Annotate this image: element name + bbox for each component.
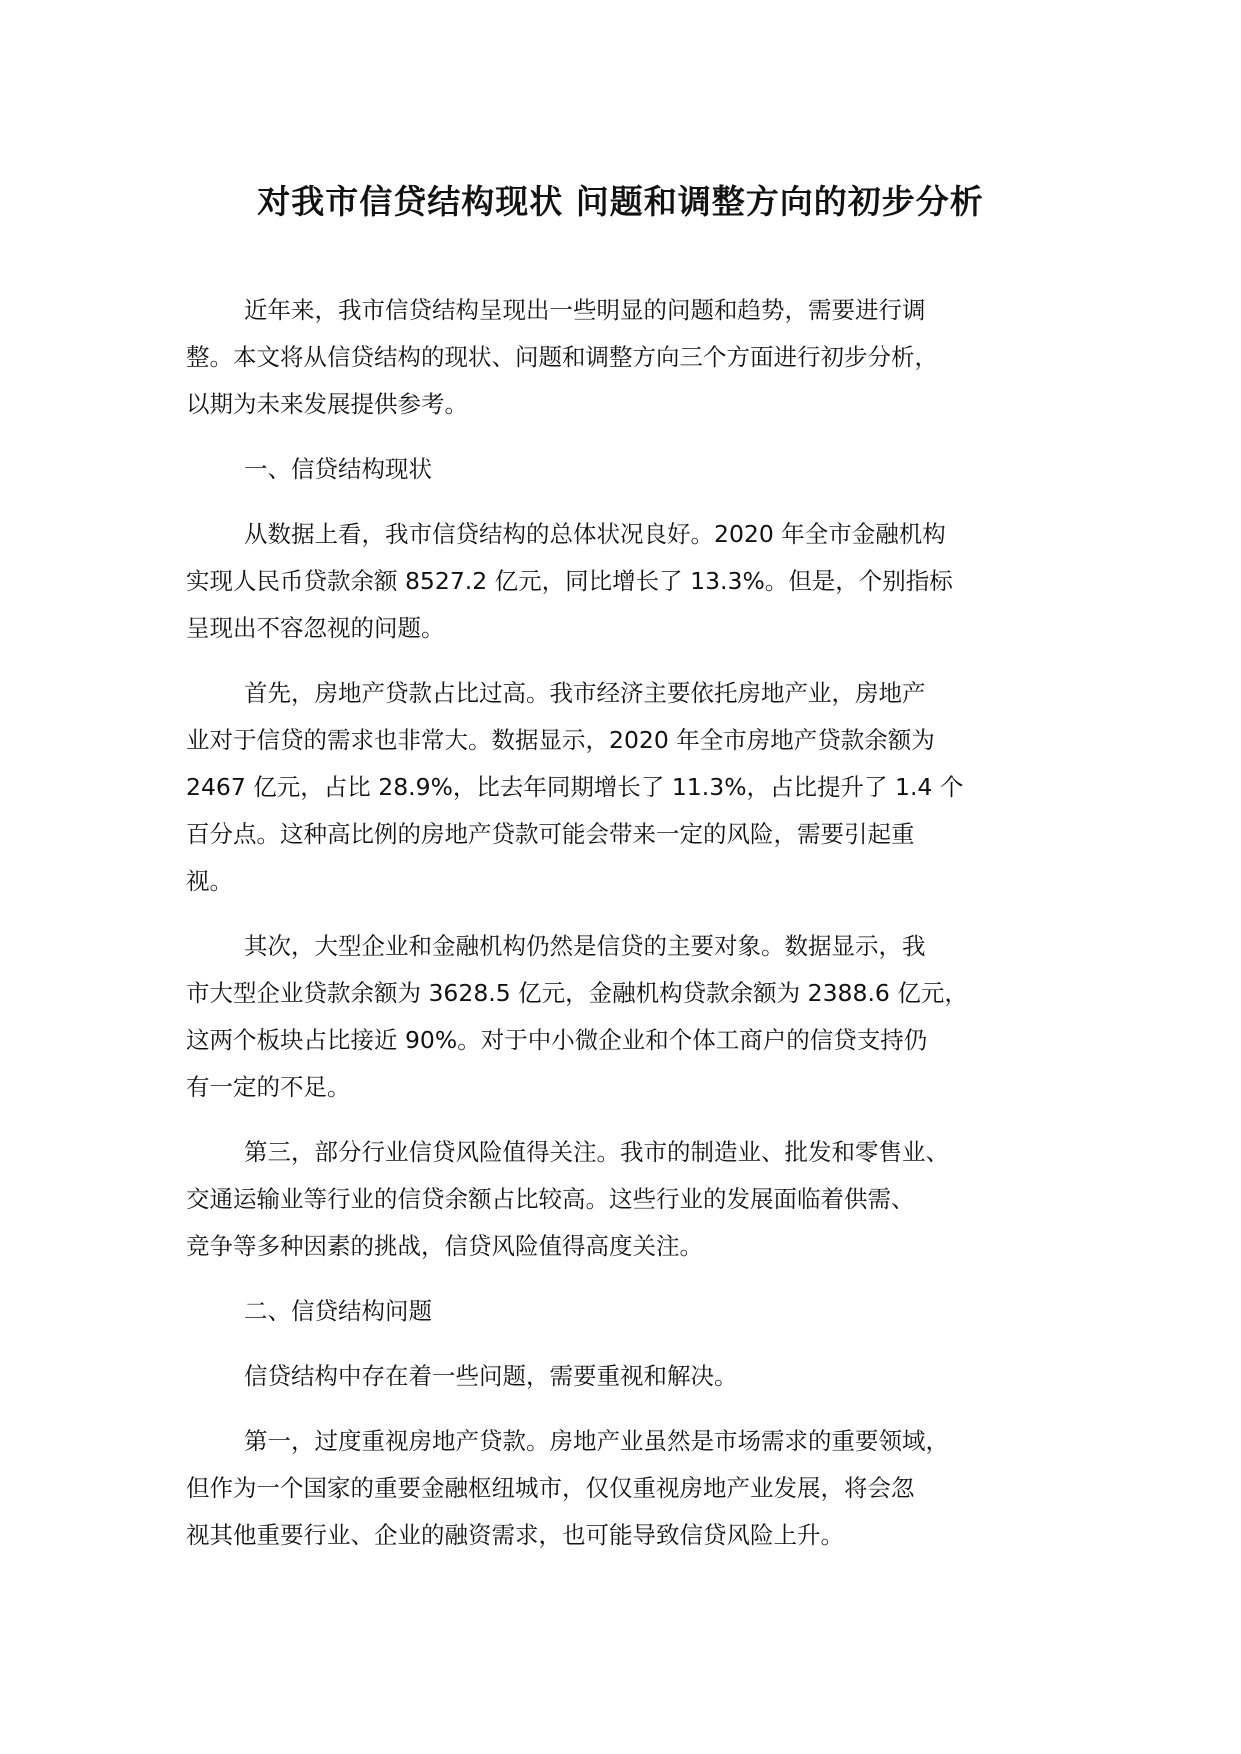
paragraph-line: 视其他重要行业、企业的融资需求，也可能导致信贷风险上升。 <box>186 1521 844 1549</box>
paragraph-line: 呈现出不容忽视的问题。 <box>186 614 445 642</box>
paragraph-line: 这两个板块占比接近 90%。对于中小微企业和个体工商户的信贷支持仍 <box>186 1026 928 1054</box>
paragraph-line: 业对于信贷的需求也非常大。数据显示，2020 年全市房地产贷款余额为 <box>186 726 935 754</box>
paragraph-line: 第三，部分行业信贷风险值得关注。我市的制造业、批发和零售业、 <box>244 1138 949 1166</box>
paragraph-intro <box>186 287 1066 428</box>
paragraph-large-enterprises <box>186 923 1066 1111</box>
paragraph-industry-risk <box>186 1129 1066 1270</box>
paragraph-overall-data <box>186 511 1066 652</box>
paragraph-real-estate <box>186 670 1066 905</box>
document-body <box>186 287 1066 1577</box>
paragraph-line: 以期为未来发展提供参考。 <box>186 390 468 418</box>
paragraph-line: 百分点。这种高比例的房地产贷款可能会带来一定的风险，需要引起重 <box>186 820 915 848</box>
paragraph-line: 近年来，我市信贷结构呈现出一些明显的问题和趋势，需要进行调 <box>244 296 926 324</box>
paragraph-line: 首先，房地产贷款占比过高。我市经济主要依托房地产业，房地产 <box>244 679 926 707</box>
paragraph-problems-intro <box>186 1353 1066 1400</box>
section-heading-current-status: 一、信贷结构现状 <box>244 455 432 483</box>
paragraph-line: 2467 亿元，占比 28.9%，比去年同期增长了 11.3%，占比提升了 1.4 个 <box>186 773 964 801</box>
paragraph-line: 有一定的不足。 <box>186 1073 351 1101</box>
paragraph-first-problem <box>186 1418 1066 1559</box>
paragraph-line: 视。 <box>186 867 233 895</box>
paragraph-line: 市大型企业贷款余额为 3628.5 亿元，金融机构贷款余额为 2388.6 亿元， <box>186 979 968 1007</box>
paragraph-line: 第一，过度重视房地产贷款。房地产业虽然是市场需求的重要领域， <box>244 1427 949 1455</box>
paragraph-line: 交通运输业等行业的信贷余额占比较高。这些行业的发展面临着供需、 <box>186 1185 915 1213</box>
paragraph-line: 从数据上看，我市信贷结构的总体状况良好。2020 年全市金融机构 <box>244 520 946 548</box>
section-heading-problems: 二、信贷结构问题 <box>244 1297 432 1325</box>
paragraph-line: 其次，大型企业和金融机构仍然是信贷的主要对象。数据显示，我 <box>244 932 926 960</box>
document-title: 对我市信贷结构现状 问题和调整方向的初步分析 <box>257 182 984 221</box>
paragraph-line: 整。本文将从信贷结构的现状、问题和调整方向三个方面进行初步分析， <box>186 343 938 371</box>
paragraph-line: 实现人民币贷款余额 8527.2 亿元，同比增长了 13.3%。但是，个别指标 <box>186 567 953 595</box>
paragraph-line: 但作为一个国家的重要金融枢纽城市，仅仅重视房地产业发展，将会忽 <box>186 1474 915 1502</box>
paragraph-line: 竞争等多种因素的挑战，信贷风险值得高度关注。 <box>186 1232 703 1260</box>
paragraph-line: 信贷结构中存在着一些问题，需要重视和解决。 <box>244 1362 738 1390</box>
